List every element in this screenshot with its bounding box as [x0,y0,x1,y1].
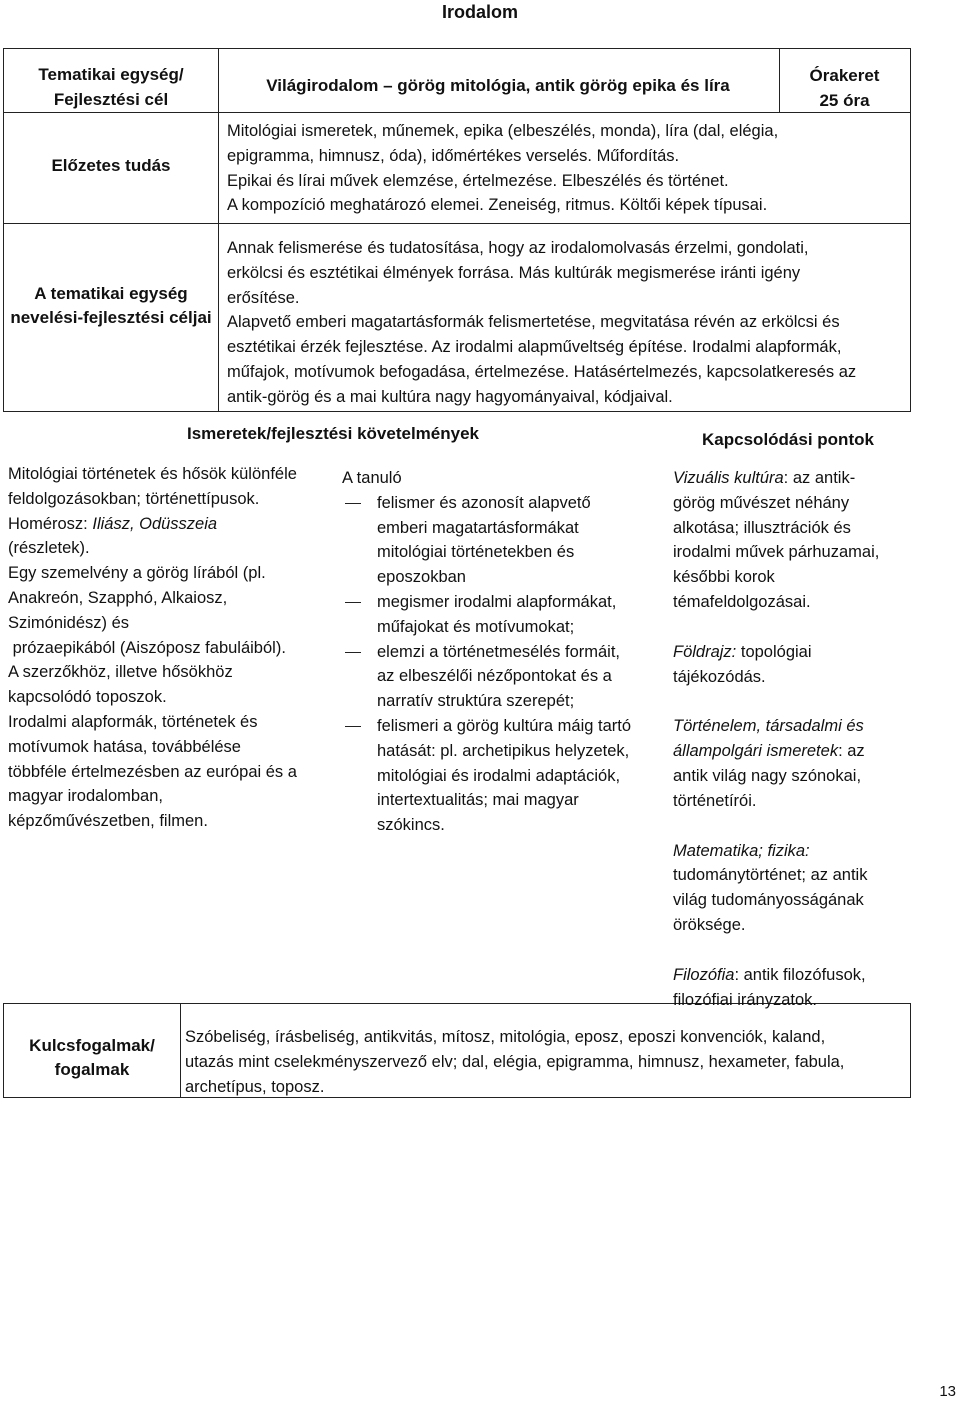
connections-column [673,466,909,1037]
hours-label: Órakeret [809,66,880,85]
prior-knowledge-label: Előzetes tudás [51,156,171,175]
row-divider-2 [3,223,911,224]
connection-subject: Történelem, társadalmi és állampolgári ismeretek [673,717,864,761]
hours-value: 25 óra [819,91,870,110]
connection-subject: Vizuális kultúra [673,469,784,487]
connection-line: antik világ nagy szónokai, [673,766,862,785]
row-divider-3 [3,411,911,412]
page-number: 13 [939,1383,956,1400]
knowledge-line: Anakreón, Szapphó, Alkaiosz, [8,588,228,607]
knowledge-line: Szimónidész) és [8,613,130,632]
student-line: műfajokat és motívumokat; [377,617,575,636]
knowledge-column [8,462,338,834]
dash-bullet-icon [345,602,361,603]
knowledge-line: (részletek). [8,539,90,558]
table-border-top [3,48,911,49]
col-divider-keywords [180,1003,181,1097]
student-line: mitológiai történetekben és [377,543,575,562]
goals-line: erősítése. [227,288,300,307]
goals-line: esztétikai érzék fejlesztése. Az irodalmi alapműveltség építése. Irodalmi alapformák, [227,338,842,357]
connection-sep: : [734,965,744,984]
connection-line: tudománytörténet; az antik [673,866,868,885]
keywords-text [185,1025,907,1099]
prior-line: A kompozíció meghatározó elemei. Zeneiség, ritmus. Költői képek típusai. [227,196,768,215]
student-item [342,640,662,714]
connection-line: világ tudományosságának [673,891,864,910]
knowledge-line: feldolgozásokban; történettípusok. [8,489,260,508]
goals-line: Alapvető emberi magatartásformák felismertetése, megvitatása révén az erkölcsi és [227,313,840,332]
knowledge-line: Mitológiai történetek és hősök különféle [8,465,297,483]
connection-line: alkotása; illusztrációk és [673,518,851,537]
student-line: intertextualitás; mai magyar [377,791,579,810]
dash-bullet-icon [345,503,361,504]
connection-line: irodalmi művek párhuzamai, [673,543,880,562]
col-border-left-bottom [3,1003,4,1097]
goals-line: Annak felismerése és tudatosítása, hogy az irodalomolvasás érzelmi, gondolati, [227,239,809,257]
connection-line: az antik- [792,469,856,487]
goals-label: A tematikai egység nevelési-fejlesztési céljai [10,284,212,327]
connection-line: görög művészet néhány [673,493,850,512]
col-border-right-top [910,48,911,412]
header-left-label: Tematikai egység/ Fejlesztési cél [38,65,184,109]
goals-line: erkölcsi és esztétikai élmények forrása. Más kultúrák megismerése iránti igény [227,263,801,282]
connection-sep: : [838,742,848,761]
student-item [342,491,662,590]
connection-sep: : [783,469,793,487]
student-line: felismeri a görög kultúra máig tartó [377,716,632,735]
knowledge-line-homer [8,512,338,537]
student-item [342,714,662,838]
connection-line: későbbi korok [673,568,775,587]
row-divider-1 [3,112,911,113]
connection-subject: Filozófia [673,965,735,984]
knowledge-line: többféle értelmezésben az európai és a [8,762,297,781]
knowledge-line: prózaepikából (Aiszóposz fabuláiból). [8,638,286,657]
student-intro: A tanuló [342,469,402,487]
connection-line: tájékozódás. [673,667,766,686]
connection-line: topológiai [740,642,812,661]
student-line: szókincs. [377,816,445,835]
page-title: Irodalom [441,2,518,22]
connection-line: antik filozófusok, [743,965,866,984]
header-unit-title: Világirodalom – görög mitológia, antik görög epika és líra [266,76,730,95]
knowledge-line: magyar irodalomban, [8,787,163,806]
keywords-label: Kulcsfogalmak/ fogalmak [29,1036,155,1079]
keywords-line: utazás mint cselekményszervező elv; dal, elégia, epigramma, himnusz, hexameter, fabula, [185,1052,845,1071]
student-line: felismer és azonosít alapvető [377,493,591,512]
knowledge-line: Irodalmi alapformák, történetek és [8,712,258,731]
student-line: megismer irodalmi alapformákat, [377,592,617,611]
requirements-header: Ismeretek/fejlesztési követelmények [186,424,479,443]
connection-subject: Matematika; fizika: [673,841,810,860]
col-border-left-top [3,48,4,412]
connection-line: az [847,742,865,761]
prior-line: Mitológiai ismeretek, műnemek, epika (elbeszélés, monda), líra (dal, elégia, [227,122,779,140]
connection-philosophy [673,963,909,1013]
keywords-line: Szóbeliség, írásbeliség, antikvitás, mítosz, mitológia, eposz, eposzi konvenciók, kaland, [185,1028,826,1046]
connection-line: filozófiai irányzatok. [673,990,817,1009]
student-line: hatását: pl. archetipikus helyzetek, [377,741,630,760]
connection-line: témafeldolgozásai. [673,592,811,611]
knowledge-line: motívumok hatása, továbbélése [8,737,241,756]
student-line: emberi magatartásformákat [377,518,579,537]
col-divider-label [218,48,219,412]
student-line: az elbeszélői nézőpontokat és a [377,667,612,686]
connections-header: Kapcsolódási pontok [702,430,874,449]
student-line: mitológiai és irodalmi adaptációk, [377,766,621,785]
student-column [342,466,662,838]
connection-subject: Földrajz: [673,642,737,661]
student-line: elemzi a történetmesélés formáit, [377,642,621,661]
connection-visual-arts [673,466,909,615]
connection-geography [673,640,909,690]
knowledge-line: képzőművészetben, filmen. [8,812,208,831]
prior-line: epigramma, himnusz, óda), időmértékes verselés. Műfordítás. [227,146,680,165]
connection-line: történetírói. [673,791,757,810]
knowledge-line: Egy szemelvény a görög lírából (pl. [8,564,266,583]
connection-line: öröksége. [673,915,746,934]
student-line: narratív struktúra szerepét; [377,692,575,711]
dash-bullet-icon [345,726,361,727]
knowledge-line: A szerzőkhöz, illetve hősökhöz [8,663,233,682]
keywords-line: archetípus, toposz. [185,1077,325,1096]
student-line: eposzokban [377,568,466,587]
student-item [342,590,662,640]
connection-history [673,714,909,813]
goals-text [227,236,907,410]
knowledge-line: kapcsolódó toposzok. [8,688,167,707]
connection-math-physics [673,839,909,938]
prior-knowledge-text [227,119,907,218]
prior-line: Epikai és lírai művek elemzése, értelmezése. Elbeszélés és történet. [227,171,729,190]
homer-author: Homérosz: [8,514,93,533]
header-hours [779,63,910,113]
dash-bullet-icon [345,652,361,653]
col-border-right-bottom [910,1003,911,1097]
goals-line: antik-görög és a mai kultúra nagy hagyományaival, kódjaival. [227,387,673,406]
homer-works: Iliász, Odüsszeia [92,514,218,533]
goals-line: műfajok, motívumok befogadása, értelmezése. Hatásértelmezés, kapcsolatkeresés az [227,362,857,381]
